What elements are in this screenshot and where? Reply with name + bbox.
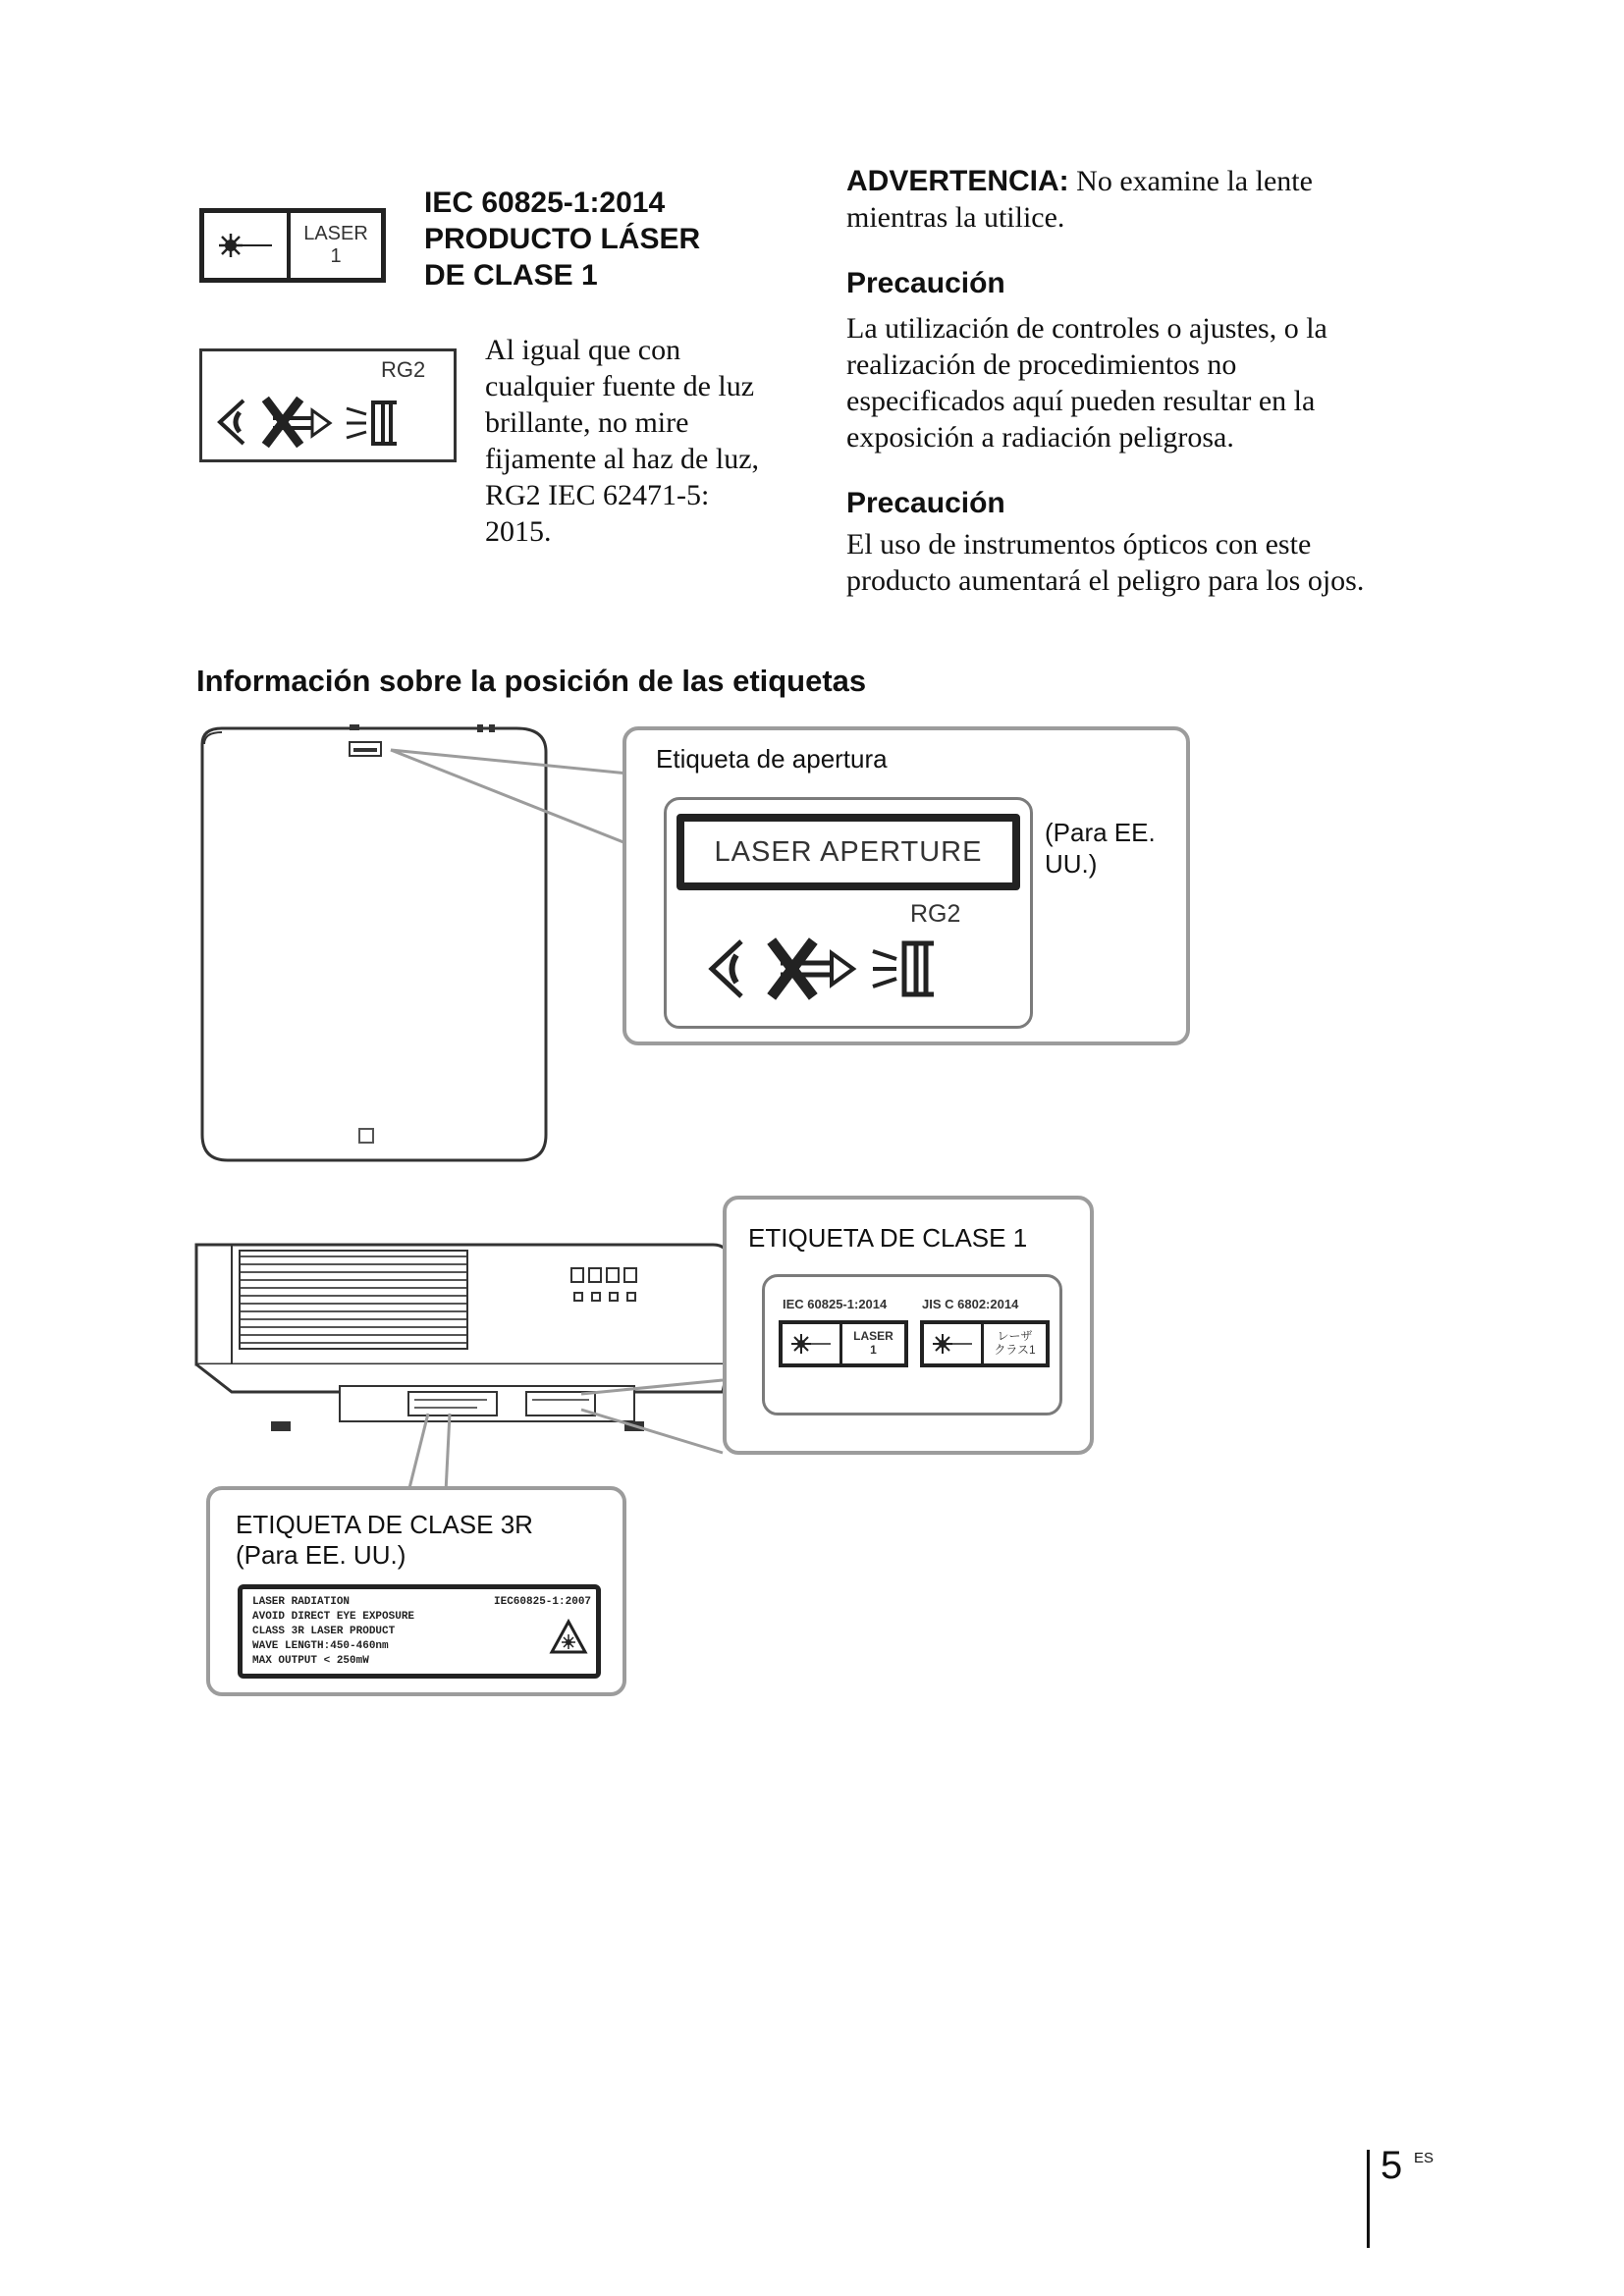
class3r-line: CLASS 3R LASER PRODUCT — [252, 1626, 396, 1637]
class3r-callout — [206, 1486, 626, 1696]
page-number: 5 — [1380, 2144, 1403, 2187]
aperture-callout — [623, 726, 1190, 1045]
class3r-label — [238, 1584, 601, 1679]
rg2-para-line: fijamente al haz de luz, — [485, 443, 760, 475]
rg2-paragraph — [485, 332, 759, 550]
class3r-label-lines — [252, 1595, 414, 1669]
warning-text-line2: mientras la utilice. — [846, 201, 1065, 234]
class3r-line: WAVE LENGTH:450-460nm — [252, 1640, 389, 1652]
class1-right-line2: クラス1 — [994, 1343, 1036, 1357]
class1-heading-line3: DE CLASE 1 — [424, 259, 598, 292]
caution1-line: realización de procedimientos no — [846, 348, 1237, 381]
caution1-line: La utilización de controles o ajustes, o la — [846, 312, 1327, 345]
aperture-callout-note — [1045, 817, 1156, 880]
class3r-line: AVOID DIRECT EYE EXPOSURE — [252, 1611, 415, 1623]
rg2-para-line: brillante, no mire — [485, 406, 689, 439]
class1-label-panel — [762, 1274, 1062, 1415]
class1-left-line1: LASER — [853, 1329, 893, 1344]
class3r-standard: IEC60825-1:2007 — [494, 1596, 592, 1608]
caution2-title: Precaución — [846, 487, 1005, 519]
laser-aperture-text: LASER APERTURE — [714, 835, 983, 868]
class1-left-line2: 1 — [870, 1343, 877, 1357]
caution1-line: especificados aquí pueden resultar en la — [846, 385, 1316, 417]
aperture-callout-title: Etiqueta de apertura — [656, 744, 888, 774]
rg2-para-line: Al igual que con — [485, 334, 681, 366]
caution1-body — [846, 310, 1327, 455]
laser-aperture-box — [677, 814, 1020, 890]
laser-warning-triangle-icon — [549, 1619, 588, 1656]
caution2-line: El uso de instrumentos ópticos con este — [846, 528, 1312, 561]
class3r-callout-title — [236, 1510, 533, 1571]
class1-heading-line2: PRODUCTO LÁSER — [424, 223, 701, 255]
warning-label: ADVERTENCIA: — [846, 165, 1069, 197]
aperture-note-line: UU.) — [1045, 849, 1098, 879]
aperture-leader-lines — [383, 736, 638, 874]
page-language: ES — [1414, 2150, 1435, 2166]
class1-laser-label-right — [920, 1320, 1050, 1367]
laser-label-line2: 1 — [330, 245, 342, 267]
aperture-no-stare-icon — [706, 928, 1001, 1008]
rg2-para-line: cualquier fuente de luz — [485, 370, 755, 402]
class3r-line: MAX OUTPUT < 250mW — [252, 1655, 369, 1667]
rg2-label — [199, 348, 457, 462]
page-divider — [1367, 2150, 1370, 2248]
laser-class1-label — [199, 208, 386, 283]
class1-iec-text: IEC 60825-1:2014 — [783, 1297, 888, 1311]
aperture-rg2-text: RG2 — [910, 900, 961, 928]
class1-laser-label-left — [779, 1320, 908, 1367]
rg2-para-line: RG2 IEC 62471-5: — [485, 479, 710, 511]
class1-right-line1: レーザ — [997, 1329, 1033, 1344]
rg2-para-line: 2015. — [485, 515, 552, 548]
class3r-title-text: ETIQUETA DE CLASE 3R — [236, 1510, 533, 1539]
caution1-title: Precaución — [846, 267, 1005, 299]
class1-heading-line1: IEC 60825-1:2014 — [424, 187, 666, 219]
caution1-line: exposición a radiación peligrosa. — [846, 421, 1234, 454]
aperture-label-panel — [664, 797, 1033, 1029]
warning-text: No examine la lente — [1068, 165, 1313, 197]
caution2-body — [846, 526, 1364, 599]
laser-label-line1: LASER — [303, 223, 368, 244]
caution2-line: producto aumentará el peligro para los ojos. — [846, 564, 1365, 597]
class1-jis-text: JIS C 6802:2014 — [922, 1297, 1019, 1311]
laser-starburst-icon — [783, 1324, 842, 1363]
warning-block — [846, 163, 1313, 236]
laser-starburst-icon — [924, 1324, 984, 1363]
labels-section-title: Información sobre la posición de las etiquetas — [196, 664, 867, 698]
aperture-note-line: (Para EE. — [1045, 818, 1156, 847]
class1-callout-title: ETIQUETA DE CLASE 1 — [748, 1223, 1028, 1253]
class3r-line: LASER RADIATION — [252, 1596, 351, 1608]
rg2-no-stare-icon — [214, 387, 446, 455]
laser-starburst-icon — [204, 213, 291, 278]
rg2-text: RG2 — [381, 357, 426, 382]
class1-heading — [424, 185, 700, 294]
class1-callout — [723, 1196, 1094, 1455]
class3r-note-text: (Para EE. UU.) — [236, 1540, 406, 1570]
